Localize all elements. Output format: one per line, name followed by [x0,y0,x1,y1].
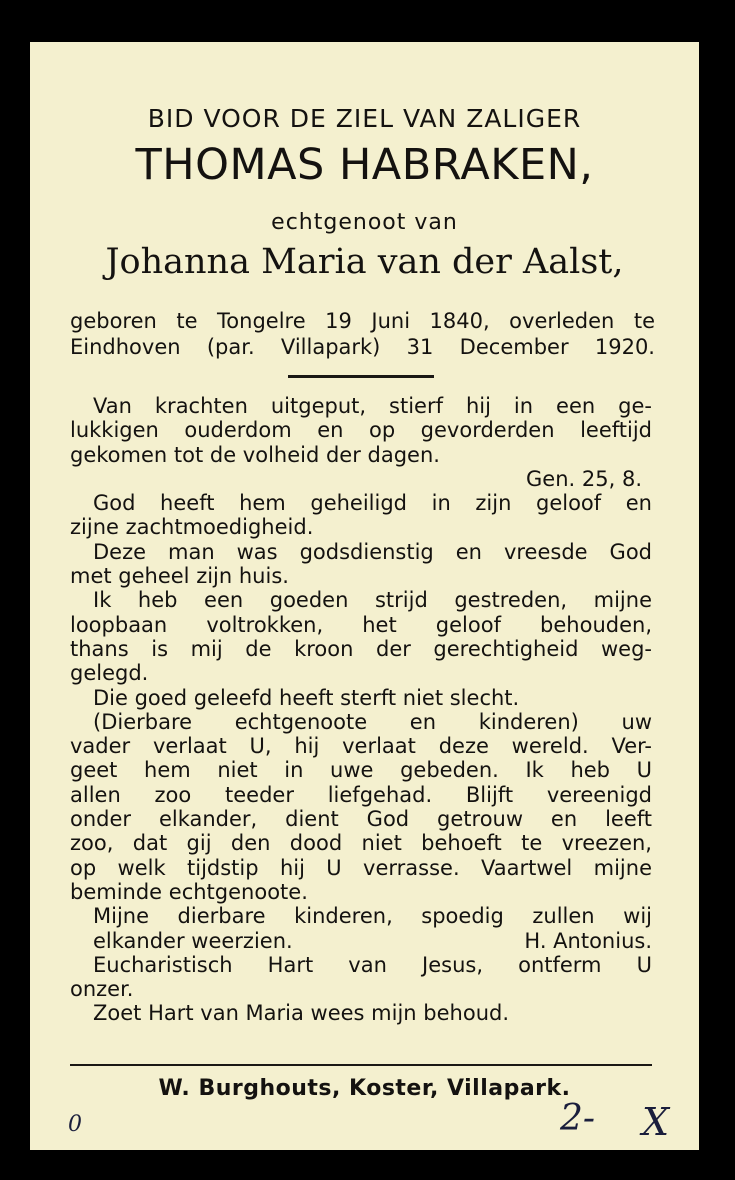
short-divider [288,375,434,378]
prayer-line: met geheel zijn huis. [70,564,289,589]
handwritten-mark-cross: X [642,1100,670,1144]
closing-line: Zoet Hart van Maria wees mijn behoud. [93,1001,510,1026]
prayer-line: gekomen tot de volheid der dagen. [70,442,440,467]
prayer-line: loopbaan voltrokken, het geloof behouden, [70,612,652,637]
closing-line: Eucharistisch Hart van Jesus, ontferm U [93,952,652,977]
prayer-line: geet hem niet in uwe gebeden. Ik heb U [70,758,652,783]
birth-line: geboren te Tongelre 19 Juni 1840, overleden te [70,309,655,333]
spouse-name: Johanna Maria van der Aalst, [105,242,624,282]
prayer-line: zoo, dat gij den dood niet behoeft te vreezen, [70,831,652,856]
prayer-line: lukkigen ouderdom en op gevorderden leeftijd [70,418,652,443]
birth-death-info [70,308,655,360]
prayer-lines [70,394,652,929]
prayer-card [30,42,699,1150]
split-line-left: elkander weerzien. [93,928,293,953]
prayer-text [70,394,652,1026]
prayer-line: vader verlaat U, hij verlaat deze wereld. Ver- [70,734,652,759]
deceased-name: THOMAS HABRAKEN, [135,140,594,190]
closing-lines [70,953,652,1026]
prayer-line: God heeft hem geheiligd in zijn geloof en [93,491,652,516]
prayer-line: allen zoo teeder liefgehad. Blijft vereenigd [70,782,652,807]
prayer-line: thans is mij de kroon der gerechtigheid weg- [70,636,652,661]
prayer-line: Deze man was godsdienstig en vreesde God [93,539,652,564]
prayer-line: op welk tijdstip hij U verrasse. Vaartwel mijne [70,855,652,880]
heading-top: BID VOOR DE ZIEL VAN ZALIGER [147,104,582,133]
prayer-line: Mijne dierbare kinderen, spoedig zullen wij [93,904,652,929]
prayer-line: gelegd. [70,661,149,686]
handwritten-mark-number: 2- [560,1098,596,1139]
prayer-line: onder elkander, dient God getrouw en leeft [70,807,652,832]
closing-line: onzer. [70,977,134,1002]
prayer-line: Gen. 25, 8. [526,466,642,491]
prayer-line: Ik heb een goeden strijd gestreden, mijne [93,588,652,613]
prayer-line: beminde echtgenoote. [70,879,308,904]
prayer-line: Die goed geleefd heeft sterft niet slecht. [93,685,520,710]
split-line [70,929,652,953]
prayer-line: Van krachten uitgeput, stierf hij in een ge- [93,394,652,418]
prayer-line: (Dierbare echtgenoote en kinderen) uw [93,709,652,734]
prayer-line: zijne zachtmoedigheid. [70,515,314,540]
printer-credit: W. Burghouts, Koster, Villapark. [158,1076,571,1101]
long-divider [70,1064,652,1066]
spouse-intro: echtgenoot van [271,210,458,235]
handwritten-mark-circle: 0 [68,1112,82,1137]
death-line: Eindhoven (par. Villapark) 31 December 1920. [70,335,655,359]
split-line-right: H. Antonius. [524,928,652,953]
